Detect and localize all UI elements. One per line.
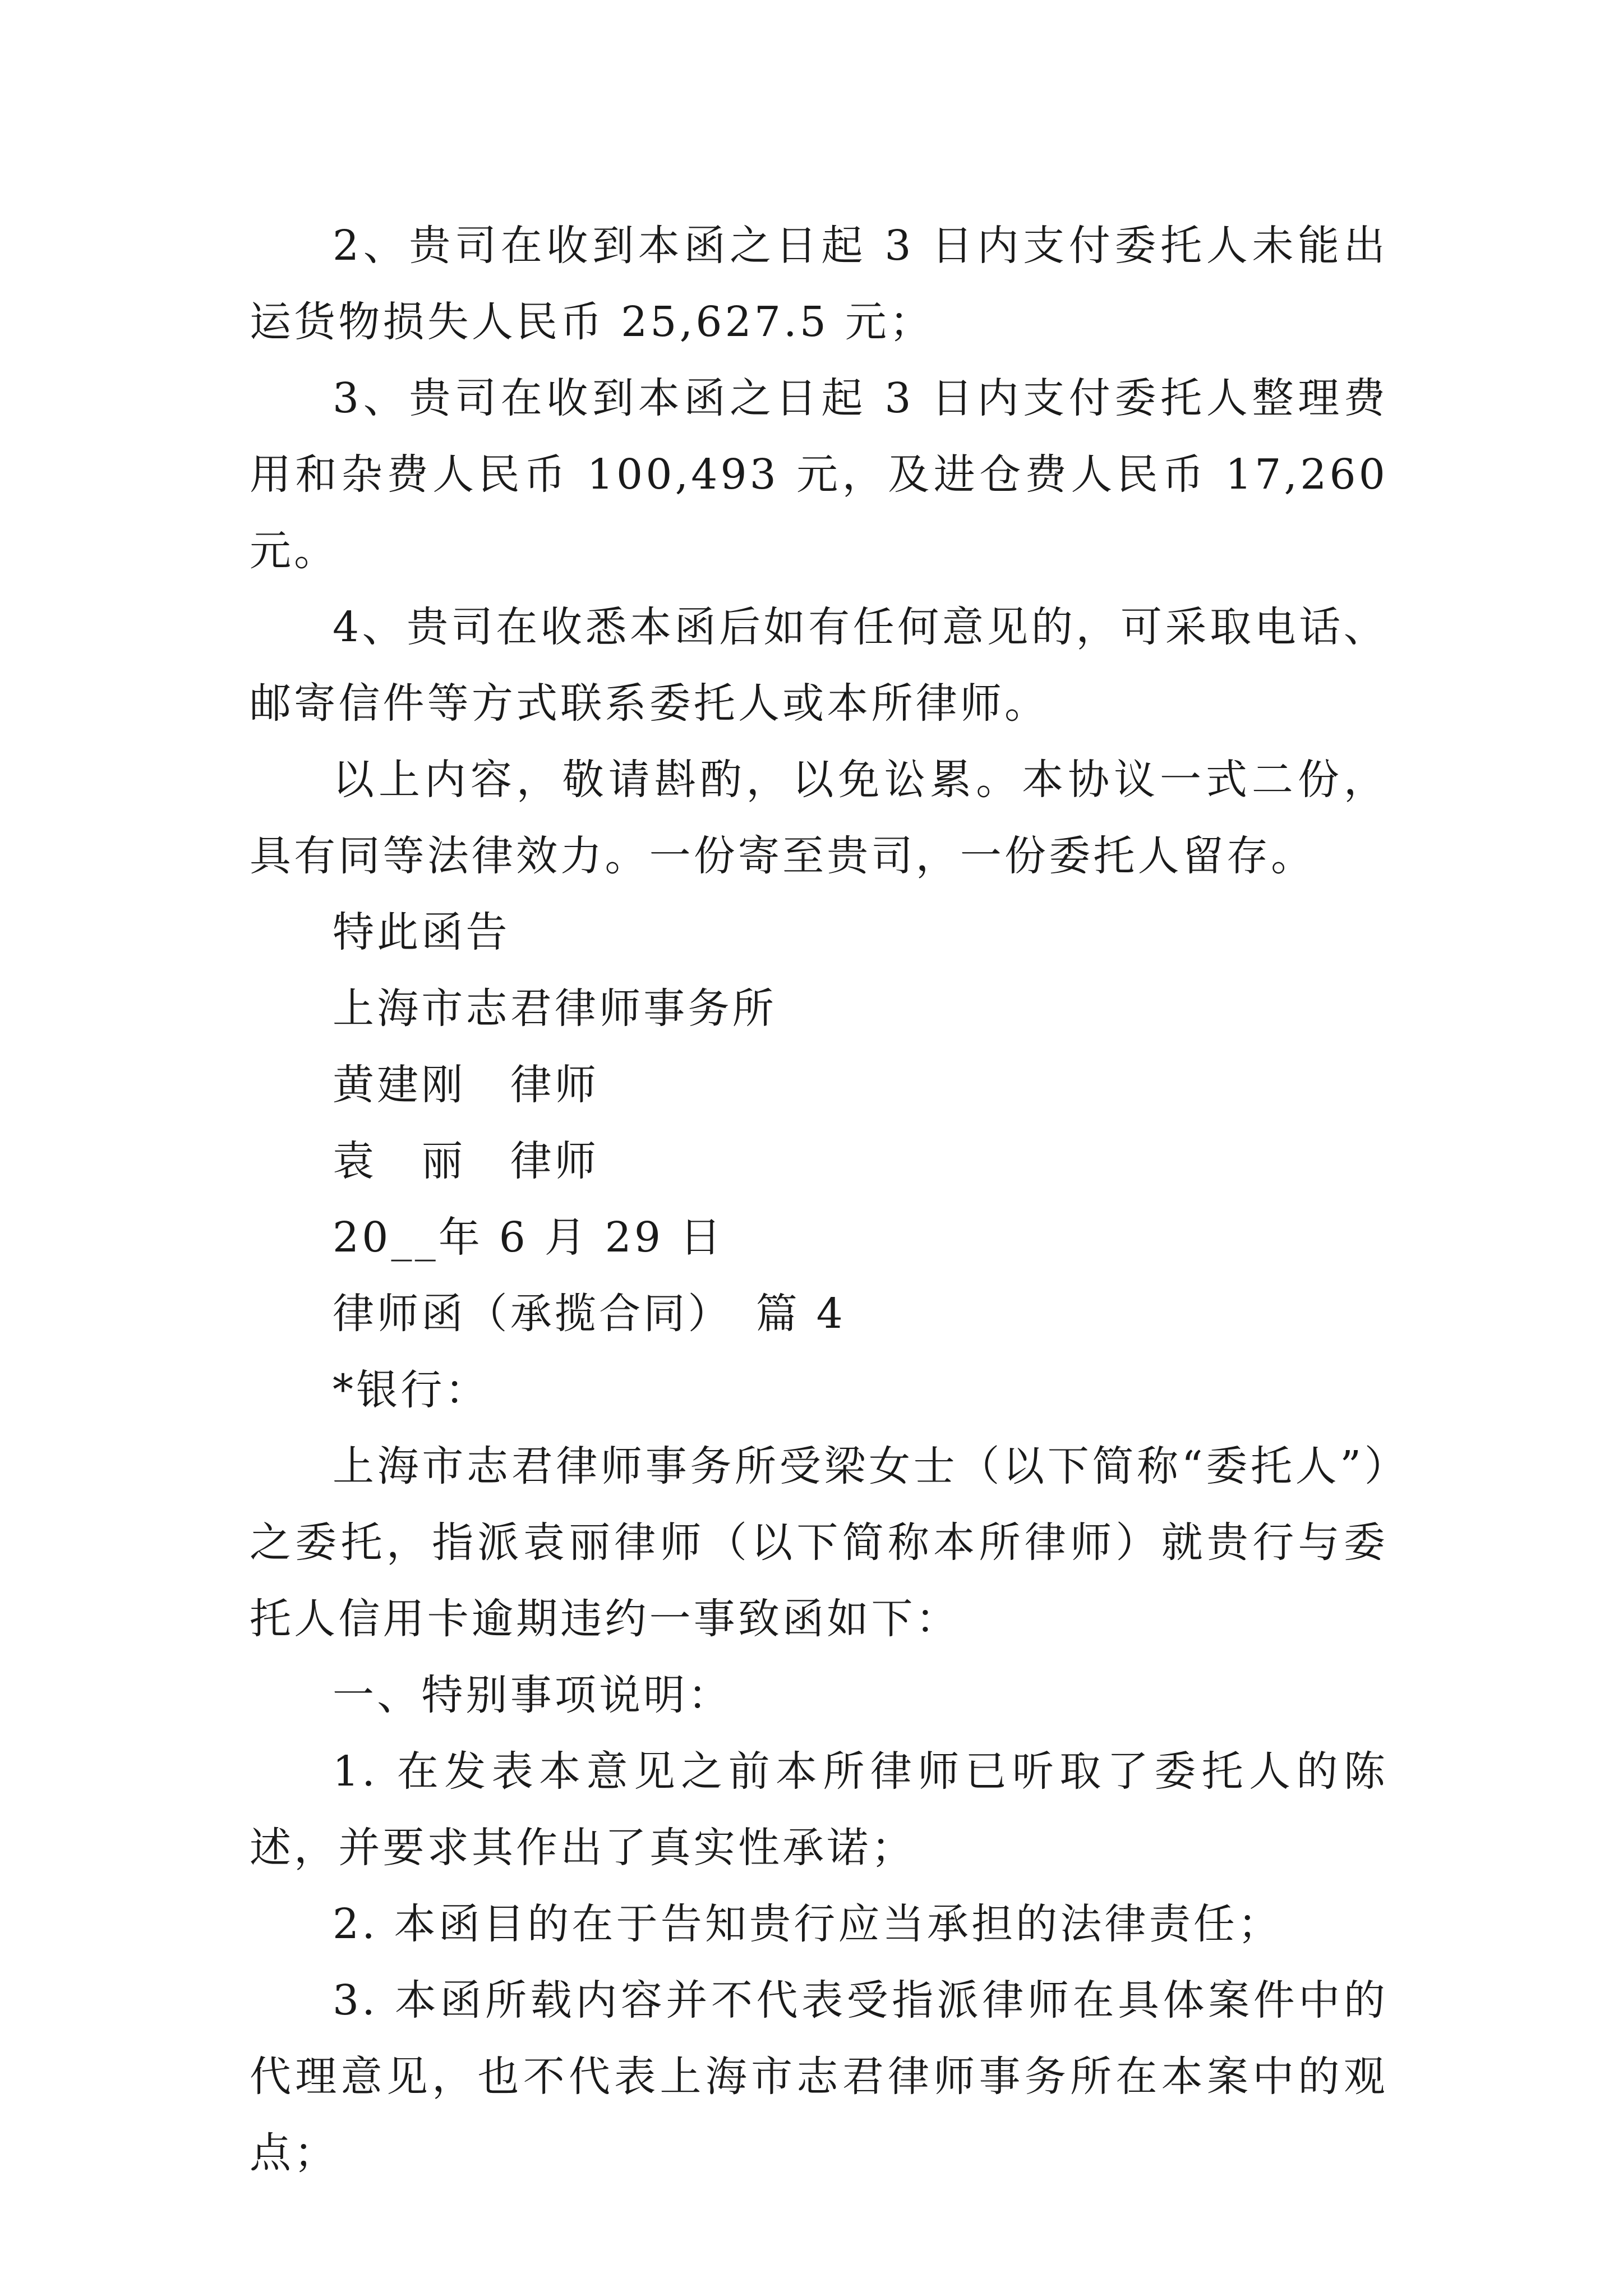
paragraph-item-3: 3、贵司在收到本函之日起 3 日内支付委托人整理费用和杂费人民币 100,493 元，及进仓费人民币 17,260 元。	[250, 374, 1388, 575]
letter-body	[250, 208, 1388, 2191]
signature-firm: 上海市志君律师事务所	[333, 984, 777, 1033]
special-item-3: 3. 本函所载内容并不代表受指派律师在具体案件中的代理意见，也不代表上海市志君律师事务所在本案中的观点；	[250, 1976, 1388, 2177]
signature-date: 20__年 6 月 29 日	[333, 1213, 725, 1262]
special-item-2: 2. 本函目的在于告知贵行应当承担的法律责任；	[333, 1900, 1283, 1948]
closing-line: 特此函告	[333, 908, 510, 956]
signature-lawyer-1: 黄建刚 律师	[333, 1061, 600, 1109]
paragraph-conclusion: 以上内容，敬请斟酌，以免讼累。本协议一式二份，具有同等法律效力。一份寄至贵司，一份委托人留存。	[250, 756, 1388, 880]
section-title: 律师函（承揽合同） 篇 4	[333, 1290, 846, 1338]
intro-paragraph: 上海市志君律师事务所受梁女士（以下简称“委托人”）之委托，指派袁丽律师（以下简称本所律师）就贵行与委托人信用卡逾期违约一事致函如下：	[250, 1442, 1388, 1643]
addressee: *银行：	[333, 1366, 490, 1414]
signature-lawyer-2: 袁 丽 律师	[333, 1137, 600, 1185]
special-item-1: 1. 在发表本意见之前本所律师已听取了委托人的陈述，并要求其作出了真实性承诺；	[250, 1747, 1388, 1872]
special-heading: 一、特别事项说明：	[333, 1671, 732, 1719]
paragraph-item-2: 2、贵司在收到本函之日起 3 日内支付委托人未能出运货物损失人民币 25,627.5 元；	[250, 222, 1388, 346]
paragraph-item-4: 4、贵司在收悉本函后如有任何意见的，可采取电话、邮寄信件等方式联系委托人或本所律师。	[250, 603, 1388, 728]
